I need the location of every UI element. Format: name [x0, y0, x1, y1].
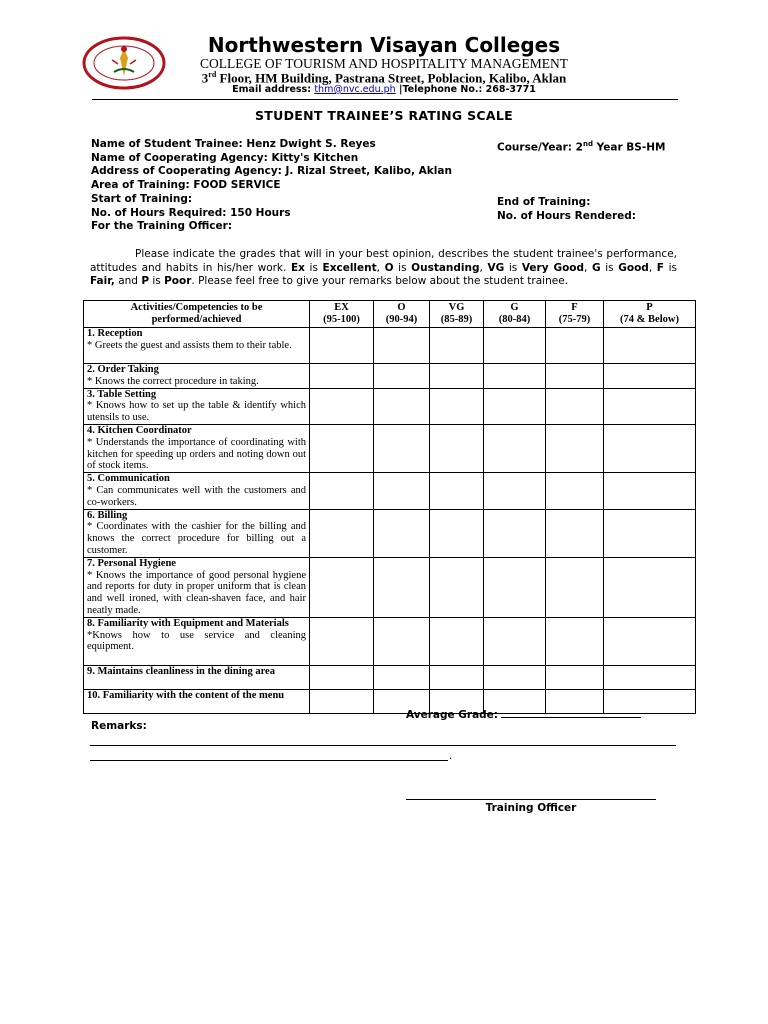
- remarks-line[interactable]: [90, 760, 448, 761]
- table-row: [84, 364, 696, 389]
- activity-description: * Knows the correct procedure in taking.: [87, 375, 259, 387]
- rating-cell-g[interactable]: [484, 665, 546, 689]
- activity-description: *Knows how to use service and cleaning equipment.: [87, 629, 306, 653]
- activity-title: 5. Communication: [87, 473, 170, 485]
- rating-cell-o[interactable]: [374, 665, 430, 689]
- rating-cell-o[interactable]: [374, 509, 430, 557]
- table-row: [84, 617, 696, 665]
- activity-cell: [84, 473, 310, 509]
- rating-cell-ex[interactable]: [310, 557, 374, 617]
- activity-title: 8. Familiarity with Equipment and Materials: [87, 617, 289, 629]
- rating-cell-ex[interactable]: [310, 689, 374, 713]
- college-name: Northwestern Visayan Colleges: [207, 33, 561, 57]
- rating-cell-ex[interactable]: [310, 665, 374, 689]
- activity-description: * Coordinates with the cashier for the billing and knows the correct procedure for billing out a customer.: [87, 521, 306, 556]
- rating-cell-vg[interactable]: [430, 328, 484, 364]
- document-title: STUDENT TRAINEE’S RATING SCALE: [255, 108, 513, 123]
- signature-line[interactable]: [406, 799, 656, 800]
- activity-title: 1. Reception: [87, 328, 143, 339]
- rating-cell-p[interactable]: [604, 509, 696, 557]
- activity-title: 7. Personal Hygiene: [87, 557, 176, 569]
- contact-info: Email address: thm@nvc.edu.ph |Telephone No.: 268-3771: [232, 84, 536, 95]
- rating-cell-vg[interactable]: [430, 617, 484, 665]
- rating-table: [83, 300, 696, 714]
- rating-cell-vg[interactable]: [430, 424, 484, 472]
- activity-cell: [84, 364, 310, 389]
- column-header-f: F (75-79): [546, 301, 604, 328]
- table-row: [84, 388, 696, 424]
- rating-cell-o[interactable]: [374, 328, 430, 364]
- activity-description: * Can communicates well with the customers and co-workers.: [87, 484, 306, 508]
- rating-cell-vg[interactable]: [430, 388, 484, 424]
- column-header-ex: EX (95-100): [310, 301, 374, 328]
- column-header-o: O (90-94): [374, 301, 430, 328]
- rating-cell-ex[interactable]: [310, 617, 374, 665]
- activity-cell: [84, 665, 310, 689]
- rating-cell-o[interactable]: [374, 473, 430, 509]
- rating-cell-p[interactable]: [604, 328, 696, 364]
- activity-title: 9. Maintains cleanliness in the dining area: [87, 665, 275, 677]
- rating-cell-vg[interactable]: [430, 364, 484, 389]
- column-header-p: P (74 & Below): [604, 301, 696, 328]
- table-header-row: [84, 301, 696, 328]
- rating-cell-vg[interactable]: [430, 665, 484, 689]
- activity-cell: [84, 328, 310, 364]
- rating-cell-ex[interactable]: [310, 424, 374, 472]
- rating-cell-vg[interactable]: [430, 509, 484, 557]
- table-row: [84, 557, 696, 617]
- table-row: [84, 424, 696, 472]
- activity-cell: [84, 509, 310, 557]
- start-of-training: Start of Training:: [91, 192, 193, 205]
- rating-cell-g[interactable]: [484, 557, 546, 617]
- rating-cell-p[interactable]: [604, 364, 696, 389]
- rating-cell-g[interactable]: [484, 388, 546, 424]
- trainee-info-right: [497, 138, 727, 224]
- remarks-line[interactable]: [90, 745, 676, 746]
- hours-rendered: No. of Hours Rendered:: [497, 209, 636, 222]
- activity-cell: [84, 424, 310, 472]
- table-row: [84, 328, 696, 364]
- trainee-info: [91, 138, 491, 234]
- column-header-vg: VG (85-89): [430, 301, 484, 328]
- rating-cell-o[interactable]: [374, 388, 430, 424]
- rating-cell-ex[interactable]: [310, 473, 374, 509]
- rating-cell-o[interactable]: [374, 557, 430, 617]
- rating-cell-p[interactable]: [604, 617, 696, 665]
- rating-cell-g[interactable]: [484, 617, 546, 665]
- rating-cell-f[interactable]: [546, 509, 604, 557]
- course-year: Course/Year: 2nd Year BS-HM: [497, 140, 666, 154]
- remarks-end: .: [449, 750, 453, 762]
- rating-cell-f[interactable]: [546, 328, 604, 364]
- activity-description: * Understands the importance of coordinating with kitchen for speeding up orders and noting down out of stock items.: [87, 436, 306, 472]
- activity-cell: [84, 557, 310, 617]
- rating-cell-f[interactable]: [546, 473, 604, 509]
- remarks-label: Remarks:: [91, 720, 147, 732]
- training-officer-label: For the Training Officer:: [91, 220, 233, 233]
- rating-cell-p[interactable]: [604, 473, 696, 509]
- activity-cell: [84, 689, 310, 713]
- instructions-paragraph: Please indicate the grades that will in your best opinion, describes the student trainee's performance, attitudes and habits in his/her work. Ex is Excellent, O is Oustanding, VG is Very Good, G is Good, F is Fair, and P is Poor. Please feel free to give your remarks below about the student trainee.: [90, 248, 677, 287]
- rating-cell-o[interactable]: [374, 617, 430, 665]
- rating-cell-f[interactable]: [546, 388, 604, 424]
- training-area: Area of Training: FOOD SERVICE: [91, 179, 281, 192]
- rating-cell-g[interactable]: [484, 473, 546, 509]
- activity-cell: [84, 388, 310, 424]
- rating-cell-g[interactable]: [484, 424, 546, 472]
- rating-cell-vg[interactable]: [430, 473, 484, 509]
- rating-cell-p[interactable]: [604, 665, 696, 689]
- table-row: [84, 665, 696, 689]
- rating-cell-g[interactable]: [484, 509, 546, 557]
- agency-name: Name of Cooperating Agency: Kitty's Kitchen: [91, 151, 359, 164]
- activity-description: * Knows the importance of good personal hygiene and reports for duty in proper uniform that is clean and well ironed, with clean-shaven face, and hair neatly made.: [87, 569, 306, 616]
- column-header-g: G (80-84): [484, 301, 546, 328]
- activity-description: * Greets the guest and assists them to their table.: [87, 339, 292, 351]
- trainee-name: Name of Student Trainee: Henz Dwight S. Reyes: [91, 138, 376, 150]
- rating-cell-o[interactable]: [374, 364, 430, 389]
- rating-cell-f[interactable]: [546, 364, 604, 389]
- rating-cell-p[interactable]: [604, 424, 696, 472]
- rating-cell-g[interactable]: [484, 364, 546, 389]
- activity-column-header: Activities/Competencies to be performed/achieved: [84, 301, 310, 328]
- rating-cell-f[interactable]: [546, 617, 604, 665]
- rating-cell-p[interactable]: [604, 557, 696, 617]
- activity-title: 2. Order Taking: [87, 364, 159, 375]
- table-row: [84, 509, 696, 557]
- rating-cell-f[interactable]: [546, 665, 604, 689]
- average-grade: Average Grade:: [406, 707, 641, 721]
- rating-cell-ex[interactable]: [310, 509, 374, 557]
- email-link[interactable]: thm@nvc.edu.ph: [314, 84, 396, 95]
- rating-cell-ex[interactable]: [310, 328, 374, 364]
- activity-description: * Knows how to set up the table & identify which utensils to use.: [87, 400, 306, 424]
- activity-cell: [84, 617, 310, 665]
- header-divider: [92, 99, 678, 100]
- table-row: [84, 473, 696, 509]
- average-grade-field[interactable]: [501, 707, 641, 718]
- training-officer-signature-label: Training Officer: [485, 802, 577, 814]
- college-subtitle: COLLEGE OF TOURISM AND HOSPITALITY MANAGEMENT: [199, 56, 569, 71]
- agency-address: Address of Cooperating Agency: J. Rizal Street, Kalibo, Aklan: [91, 165, 452, 178]
- activity-title: 4. Kitchen Coordinator: [87, 424, 192, 436]
- end-of-training: End of Training:: [497, 196, 591, 209]
- rating-cell-f[interactable]: [546, 424, 604, 472]
- rating-cell-vg[interactable]: [430, 557, 484, 617]
- rating-cell-p[interactable]: [604, 388, 696, 424]
- activity-title: 10. Familiarity with the content of the menu: [87, 689, 285, 701]
- rating-cell-o[interactable]: [374, 424, 430, 472]
- rating-cell-ex[interactable]: [310, 388, 374, 424]
- rating-cell-ex[interactable]: [310, 364, 374, 389]
- hours-required: No. of Hours Required: 150 Hours: [91, 206, 291, 219]
- activity-title: 6. Billing: [87, 509, 128, 521]
- college-address: 3rd Floor, HM Building, Pastrana Street, Poblacion, Kalibo, Aklan: [201, 70, 567, 86]
- activity-title: 3. Table Setting: [87, 388, 157, 400]
- rating-cell-f[interactable]: [546, 557, 604, 617]
- rating-cell-g[interactable]: [484, 328, 546, 364]
